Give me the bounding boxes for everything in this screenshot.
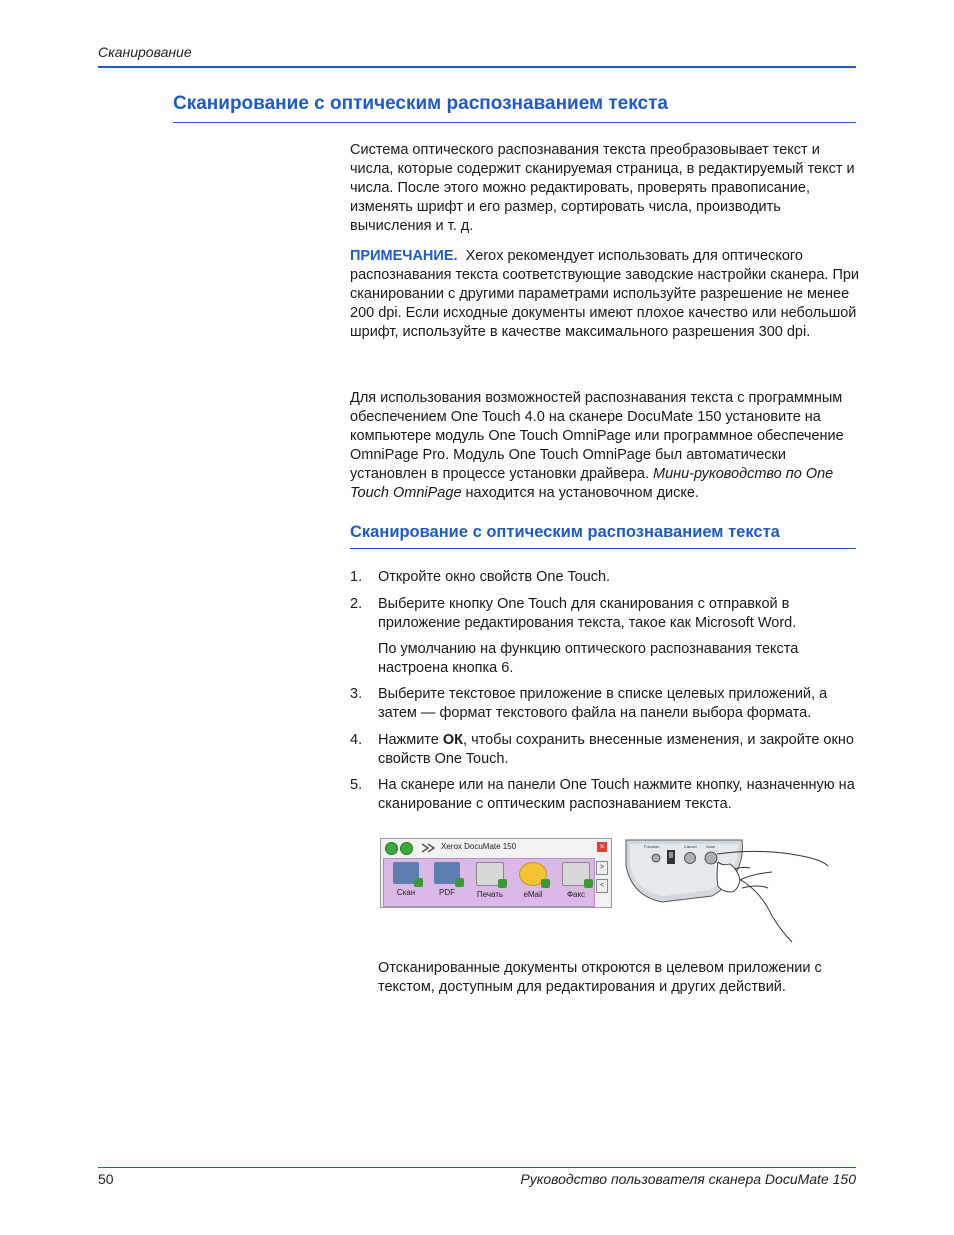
fax-button[interactable]: [558, 861, 594, 905]
email-button-label: eMail: [523, 890, 543, 899]
scanner-illustration: [622, 836, 832, 944]
heading-underline: [173, 122, 856, 123]
step-text: Выберите кнопку One Touch для сканирования с отправкой в приложение редактирования текста, такое как Microsoft Word.: [378, 596, 797, 631]
para2-text: Для использования возможностей распознавания текста с программным обеспечением One Touch 4.0 на сканере DocuMate 150 установите на компьютере модуль One Touch OmniPage или программное обеспечение OmniPage Pro. Модуль One Touch OmniPage был автоматически установлен в процессе установки драйвера.: [350, 390, 844, 482]
onetouch-scroll: [596, 861, 608, 903]
pdf-button-label: PDF: [439, 888, 455, 897]
email-button[interactable]: [515, 861, 551, 905]
onetouch-panel: [380, 838, 612, 908]
xerox-logo-icon: [421, 843, 435, 853]
ok-label: ОК: [442, 732, 464, 748]
subsection-heading: Сканирование с оптическим распознаванием текста: [350, 523, 780, 541]
step-number: 4.: [350, 732, 363, 748]
forward-icon[interactable]: [400, 842, 413, 855]
scroll-prev-button[interactable]: <: [596, 879, 608, 893]
step-text: Выберите текстовое приложение в списке целевых приложений, а затем — формат текстового файла на панели выбора формата.: [378, 686, 828, 721]
cancel-label: Cancel: [684, 844, 697, 849]
step-number: 5.: [350, 777, 363, 793]
scan-label: Scan: [706, 844, 716, 849]
subheading-underline: [350, 548, 856, 549]
fax-button-label: Факс: [566, 890, 586, 899]
print-button-label: Печать: [476, 890, 504, 899]
pdf-button[interactable]: [429, 861, 465, 905]
note-block: [350, 247, 860, 342]
note-text: Xerox рекомендует использовать для оптического распознавания текста соответствующие заводские настройки сканера. При сканировании с другими параметрами используйте разрешение не менее 200 dpi. Если исходные документы имеют плохое качество или небольшой шрифт, используйте в качестве максимального разрешения 300 dpi.: [350, 248, 860, 340]
step-text-part: , чтобы сохранить внесенные изменения, и закройте окно свойств One Touch.: [378, 732, 854, 767]
page-number: 50: [98, 1171, 114, 1187]
onetouch-button-bar: [383, 858, 595, 907]
section-heading: Сканирование с оптическим распознаванием текста: [173, 93, 668, 114]
footer-divider: [98, 1167, 856, 1168]
result-paragraph: Отсканированные документы откроются в целевом приложении с текстом, доступным для редактирования и других действий.: [378, 960, 822, 995]
step-text: [378, 731, 860, 769]
step-text: Откройте окно свойств One Touch.: [378, 569, 611, 585]
pdf-icon: [434, 862, 460, 884]
header-divider: [98, 66, 856, 68]
guide-title: Мини-руководство по One Touch OmniPage: [350, 466, 834, 501]
note-label: ПРИМЕЧАНИЕ.: [350, 248, 458, 264]
footer-title: Руководство пользователя сканера DocuMate 150: [520, 1171, 856, 1187]
step-note: По умолчанию на функцию оптического распознавания текста настроена кнопка 6.: [378, 641, 799, 676]
fax-icon: [562, 862, 590, 886]
step-number: 2.: [350, 596, 363, 612]
back-icon[interactable]: [385, 842, 398, 855]
print-button[interactable]: [472, 861, 508, 905]
intro-paragraph: Система оптического распознавания текста преобразовывает текст и числа, которые содержит сканируемая страница, в редактируемый текст и числа. После этого можно редактировать, проверять правописание, изменять шрифт и его размер, сортировать числа, производить вычисления и т. д.: [350, 142, 855, 234]
email-icon: [519, 862, 547, 886]
para2-text-end: находится на установочном диске.: [461, 485, 699, 501]
scroll-next-button[interactable]: >: [596, 861, 608, 875]
ocr-module-paragraph: [350, 389, 860, 503]
onetouch-titlebar: [381, 839, 611, 857]
step-number: 3.: [350, 686, 363, 702]
scan-button-label: Скан: [396, 888, 416, 897]
scan-icon: [393, 862, 419, 884]
close-icon[interactable]: ×: [597, 842, 607, 852]
step-number: 1.: [350, 569, 363, 585]
step-text: На сканере или на панели One Touch нажмите кнопку, назначенную на сканирование с оптическим распознаванием текста.: [378, 777, 855, 812]
step-text-part: Нажмите: [378, 732, 443, 748]
scan-button[interactable]: [388, 861, 424, 905]
onetouch-title: Xerox DocuMate 150: [441, 842, 517, 851]
function-label: Function: [644, 844, 660, 849]
running-header: Сканирование: [98, 44, 192, 60]
printer-icon: [476, 862, 504, 886]
